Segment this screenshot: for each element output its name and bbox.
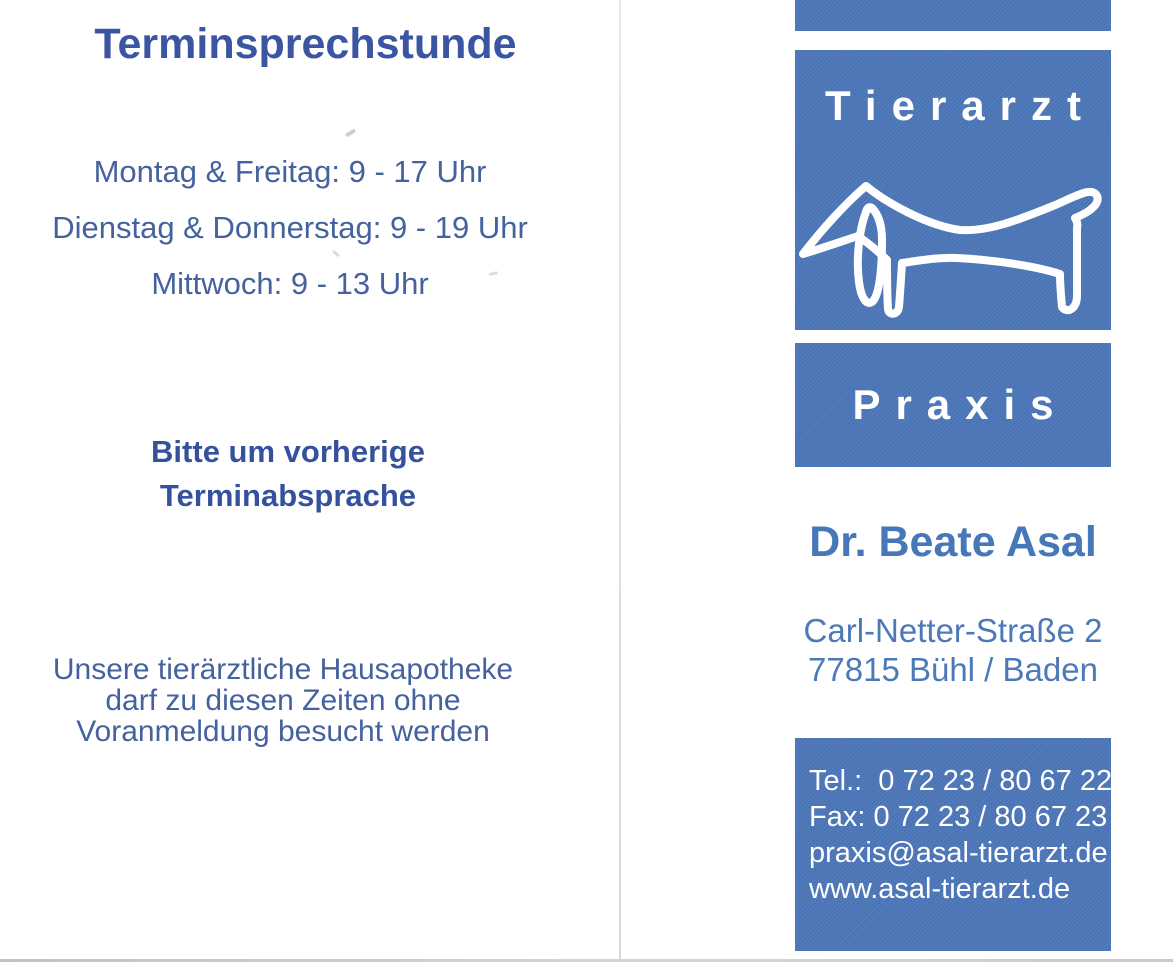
email-line: praxis@asal-tierarzt.de [809, 837, 1108, 869]
website-line: www.asal-tierarzt.de [809, 873, 1071, 905]
dachshund-icon [795, 162, 1111, 330]
fax-line: Fax: 0 72 23 / 80 67 23 [809, 801, 1108, 833]
contact-box [795, 738, 1111, 951]
scan-edge-shadow [0, 959, 1173, 962]
note-line: Terminabsprache [159, 478, 417, 513]
pharmacy-line: Voranmeldung besucht werden [76, 715, 490, 748]
card-fold-line [619, 0, 621, 960]
doctor-name: Dr. Beate Asal [809, 518, 1097, 566]
address-line: 77815 Bühl / Baden [808, 651, 1098, 688]
tierarzt-banner [795, 50, 1111, 330]
opening-hours [20, 144, 560, 312]
practice-address [795, 611, 1111, 689]
address-line: Carl-Netter-Straße 2 [803, 612, 1103, 649]
pharmacy-line: darf zu diesen Zeiten ohne [105, 684, 461, 717]
pharmacy-note [13, 654, 553, 747]
note-line: Bitte um vorherige [151, 434, 425, 469]
phone-line: Tel.: 0 72 23 / 80 67 22 [809, 765, 1113, 797]
tierarzt-label: Tierarzt [825, 82, 1096, 129]
blue-strip-top [795, 0, 1111, 31]
hours-line: Montag & Freitag: 9 - 17 Uhr [93, 154, 487, 189]
praxis-label: Praxis [852, 381, 1069, 428]
scan-artifact [345, 128, 356, 137]
hours-line: Dienstag & Donnerstag: 9 - 19 Uhr [52, 210, 528, 245]
opening-hours-title: Terminsprechstunde [94, 20, 517, 68]
pharmacy-line: Unsere tierärztliche Hausapotheke [52, 653, 514, 686]
hours-line: Mittwoch: 9 - 13 Uhr [151, 266, 429, 301]
praxis-banner [795, 343, 1111, 467]
appointment-note [18, 430, 558, 518]
